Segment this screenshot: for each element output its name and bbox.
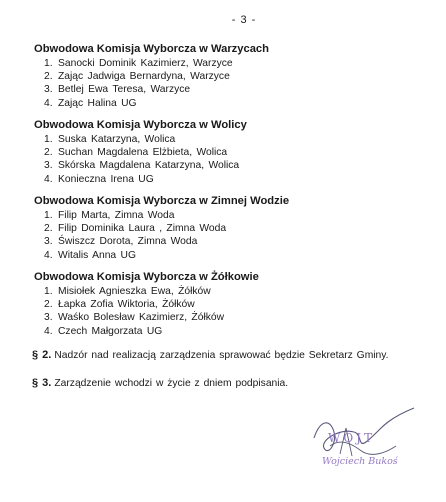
- list-number: 2.: [44, 71, 53, 83]
- list-number: 2.: [44, 223, 53, 235]
- list-number: 1.: [44, 134, 53, 145]
- list-item: [44, 133, 247, 146]
- member-name: Czech Małgorzata UG: [58, 325, 163, 337]
- list-number: 4.: [44, 325, 53, 337]
- member-name: Suska Katarzyna, Wolica: [58, 134, 176, 145]
- list-number: 3.: [44, 160, 53, 172]
- list-item: [44, 57, 269, 70]
- paragraph-text: Nadzór nad realizacją zarządzenia sprawować będzie Sekretarz Gminy.: [54, 350, 389, 361]
- list-item: [44, 298, 259, 311]
- list-item: [44, 83, 269, 96]
- list-number: 1.: [44, 210, 53, 221]
- member-list: [34, 133, 247, 186]
- stamp-name: Wojciech Bukoś: [322, 456, 398, 467]
- commission-zimna-woda: [34, 194, 289, 262]
- commission-zolkow: [34, 270, 259, 338]
- commission-warzyce: [34, 42, 269, 110]
- list-number: 3.: [44, 312, 53, 324]
- paragraph-label: § 2.: [32, 349, 52, 361]
- stamp-title: WÓJT: [328, 431, 375, 445]
- list-item: [44, 235, 289, 248]
- list-item: [44, 285, 259, 298]
- list-number: 4.: [44, 173, 53, 185]
- paragraph-2: [32, 348, 389, 363]
- commission-title: Obwodowa Komisja Wyborcza w Żółkowie: [34, 271, 259, 283]
- member-name: Betlej Ewa Teresa, Warzyce: [58, 84, 191, 96]
- member-name: Świszcz Dorota, Zimna Woda: [58, 236, 198, 248]
- paragraph-text: Zarządzenie wchodzi w życie z dniem podpisania.: [54, 378, 289, 389]
- list-number: 1.: [44, 286, 53, 297]
- list-item: [44, 325, 259, 338]
- list-number: 3.: [44, 236, 53, 248]
- commission-title: Obwodowa Komisja Wyborcza w Zimnej Wodzie: [34, 195, 290, 207]
- member-list: [34, 285, 259, 338]
- list-item: [44, 311, 259, 324]
- signature-stamp: [300, 398, 420, 478]
- member-name: Filip Dominika Laura , Zimna Woda: [58, 223, 227, 235]
- list-item: [44, 159, 247, 172]
- member-name: Suchan Magdalena Elżbieta, Wolica: [58, 147, 228, 159]
- list-item: [44, 97, 269, 110]
- page-number: - 3 -: [231, 14, 257, 26]
- member-name: Filip Marta, Zimna Woda: [58, 210, 175, 221]
- member-name: Łapka Zofia Wiktoria, Żółków: [58, 299, 195, 311]
- list-item: [44, 222, 289, 235]
- paragraph-3: [32, 376, 288, 391]
- member-list: [34, 209, 289, 262]
- member-name: Skórska Magdalena Katarzyna, Wolica: [58, 160, 240, 172]
- list-number: 3.: [44, 84, 53, 96]
- paragraph-label: § 3.: [32, 377, 52, 389]
- list-item: [44, 249, 289, 262]
- member-name: Zając Jadwiga Bernardyna, Warzyce: [58, 71, 230, 83]
- list-item: [44, 209, 289, 222]
- member-name: Misiołek Agnieszka Ewa, Żółków: [58, 286, 211, 297]
- member-name: Zając Halina UG: [58, 97, 137, 109]
- member-name: Konieczna Irena UG: [58, 173, 154, 185]
- member-name: Sanocki Dominik Kazimierz, Warzyce: [58, 58, 233, 69]
- list-number: 4.: [44, 97, 53, 109]
- list-item: [44, 70, 269, 83]
- list-number: 1.: [44, 58, 53, 69]
- member-name: Witalis Anna UG: [58, 249, 136, 261]
- list-number: 2.: [44, 147, 53, 159]
- commission-title: Obwodowa Komisja Wyborcza w Warzycach: [34, 43, 269, 55]
- member-name: Waśko Bolesław Kazimierz, Żółków: [58, 312, 225, 324]
- commission-wolica: [34, 118, 247, 186]
- list-number: 4.: [44, 249, 53, 261]
- member-list: [34, 57, 269, 110]
- list-number: 2.: [44, 299, 53, 311]
- list-item: [44, 146, 247, 159]
- commission-title: Obwodowa Komisja Wyborcza w Wolicy: [34, 119, 247, 131]
- list-item: [44, 173, 247, 186]
